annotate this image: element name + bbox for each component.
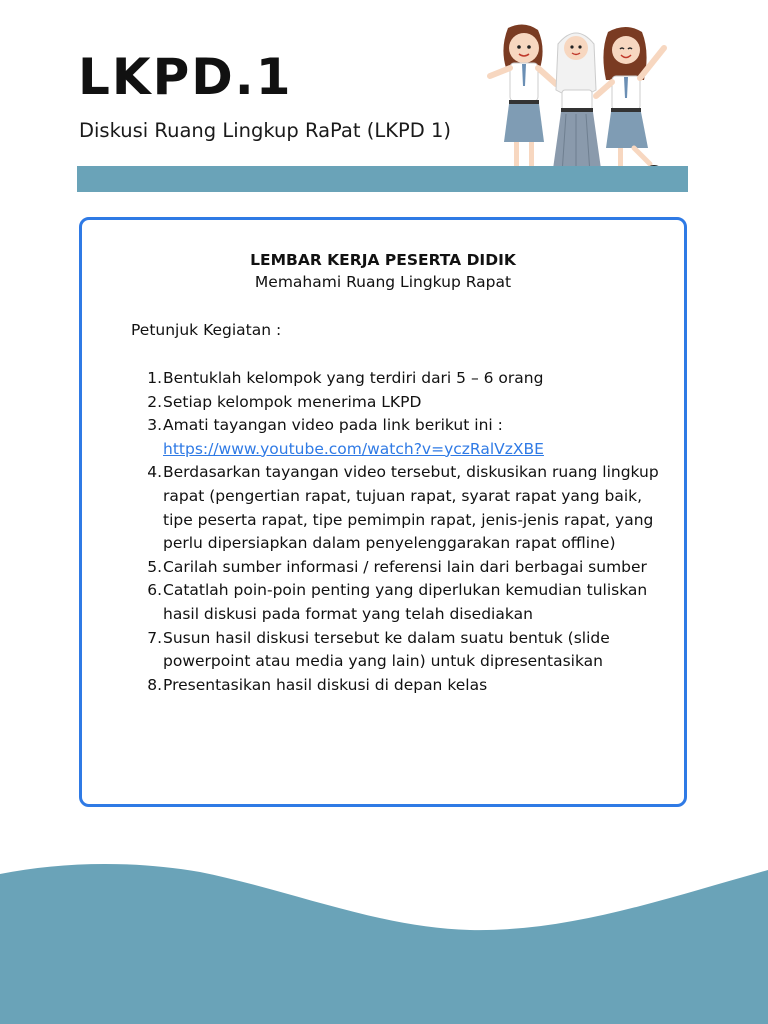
- student-middle-figure: [552, 33, 602, 183]
- student-left-figure: [490, 24, 556, 178]
- step-number: 6.: [147, 581, 162, 600]
- step-text: Bentuklah kelompok yang terdiri dari 5 – 6 orang: [163, 369, 544, 387]
- step-text: Setiap kelompok menerima LKPD: [163, 392, 422, 411]
- worksheet-heading: LEMBAR KERJA PESERTA DIDIK: [250, 251, 516, 269]
- step-number: 3.: [147, 416, 162, 435]
- step-item: [131, 627, 661, 674]
- step-number: 5.: [147, 557, 162, 576]
- worksheet-subheading: Memahami Ruang Lingkup Rapat: [254, 273, 512, 291]
- step-item: [131, 674, 661, 698]
- step-number: 7.: [147, 628, 162, 647]
- step-text: Berdasarkan tayangan video tersebut, diskusikan ruang lingkup rapat (pengertian rapat, tujuan rapat, syarat rapat yang baik, tipe peserta rapat, tipe pemimpin rapat, jenis-jenis rapat, yang perlu dipersiapkan dalam penyelenggarakan rapat offline): [163, 463, 659, 553]
- instructions-label: Petunjuk Kegiatan :: [131, 321, 282, 339]
- student-right-figure: [596, 27, 664, 178]
- header-accent-bar: [77, 166, 688, 192]
- step-number: 4.: [147, 463, 162, 482]
- step-item: [131, 579, 661, 626]
- step-text: Amati tayangan video pada link berikut ini :: [163, 416, 503, 435]
- step-text: Susun hasil diskusi tersebut ke dalam suatu bentuk (slide powerpoint atau media yang lain) untuk dipresentasikan: [163, 628, 610, 671]
- step-number: 1.: [147, 369, 162, 387]
- step-text: Carilah sumber informasi / referensi lain dari berbagai sumber: [163, 557, 647, 576]
- step-item: [131, 461, 661, 555]
- step-item: [131, 391, 661, 415]
- instruction-steps-list: [131, 367, 661, 697]
- page-subtitle: Diskusi Ruang Lingkup RaPat (LKPD 1): [79, 119, 451, 142]
- step-item: [131, 367, 661, 391]
- step-text: Catatlah poin-poin penting yang diperlukan kemudian tuliskan hasil diskusi pada format yang telah disediakan: [163, 581, 648, 623]
- page-title: LKPD.1: [78, 48, 293, 106]
- step-item: [131, 556, 661, 580]
- worksheet-box: [79, 217, 687, 807]
- students-illustration-icon: [478, 18, 678, 190]
- step-number: 2.: [147, 392, 162, 411]
- step-number: 8.: [147, 675, 162, 694]
- step-item: [131, 414, 661, 461]
- bottom-wave-decoration: [0, 850, 768, 1024]
- video-link[interactable]: https://www.youtube.com/watch?v=yczRalVzXBE: [163, 439, 544, 458]
- step-text: Presentasikan hasil diskusi di depan kelas: [163, 675, 488, 694]
